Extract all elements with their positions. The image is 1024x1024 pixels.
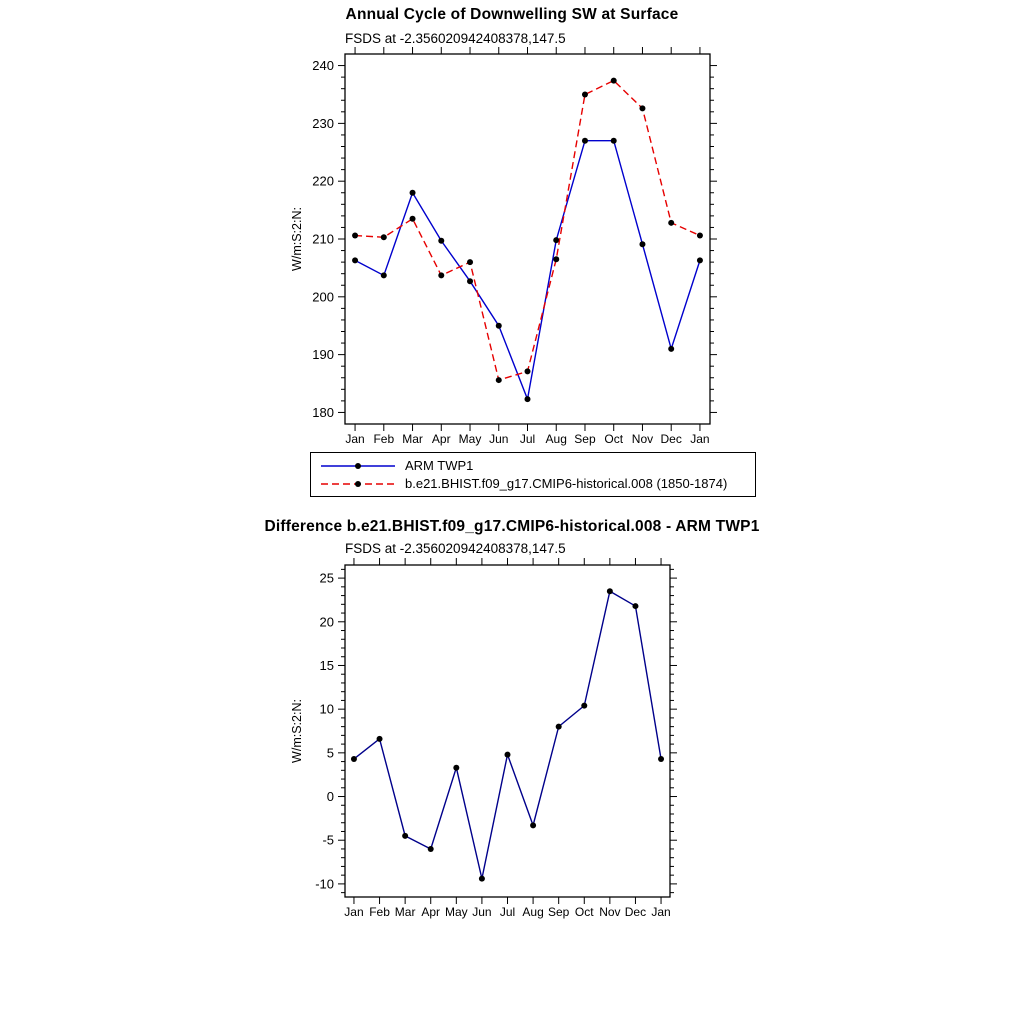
y-tick-label: 25 [319,570,334,586]
data-marker [553,256,559,262]
legend-label-model: b.e21.BHIST.f09_g17.CMIP6-historical.008 (1850-1874) [405,476,728,491]
data-marker [525,396,531,402]
x-tick-label: Dec [624,905,647,919]
y-tick-label: 210 [312,231,334,247]
y-tick-label: 220 [312,173,334,189]
data-marker [453,765,459,771]
data-marker [377,736,383,742]
difference-chart [280,533,760,933]
data-marker [632,603,638,609]
x-tick-label: Jan [690,432,710,446]
data-marker [438,272,444,278]
data-marker [658,756,664,762]
data-marker [381,272,387,278]
data-marker [525,368,531,374]
x-tick-label: Jan [345,432,365,446]
difference-chart-title: Difference b.e21.BHIST.f09_g17.CMIP6-historical.008 - ARM TWP1 [264,518,760,535]
x-tick-label: Jul [519,432,536,446]
annual-cycle-chart-subtitle: FSDS at -2.356020942408378,147.5 [345,31,566,46]
data-marker [402,833,408,839]
data-marker [410,216,416,222]
x-tick-label: Jun [472,905,492,919]
data-marker [496,377,502,383]
series-line-1 [355,81,700,380]
data-marker [410,190,416,196]
data-marker [611,78,617,84]
data-marker [607,588,613,594]
data-marker [581,703,587,709]
legend-line-sample-dashed-icon [318,477,398,491]
legend-entry-model [318,476,748,491]
data-marker [639,241,645,247]
legend-line-sample-solid-icon [318,459,398,473]
y-axis-label: W/m:S:2:N: [290,699,304,763]
difference-chart-subtitle: FSDS at -2.356020942408378,147.5 [345,541,566,556]
data-marker [496,323,502,329]
data-marker [639,105,645,111]
y-axis-label: W/m:S:2:N: [290,207,304,271]
data-marker [467,278,473,284]
x-tick-label: Feb [373,432,395,446]
x-tick-label: Mar [394,905,416,919]
axes [338,558,677,904]
data-marker [582,138,588,144]
x-tick-label: Oct [574,905,594,919]
x-tick-label: May [444,905,468,919]
data-marker [438,238,444,244]
y-tick-label: 15 [319,657,334,673]
series-line-0 [355,141,700,399]
y-tick-label: -5 [322,832,334,848]
data-marker [668,220,674,226]
x-tick-label: Sep [548,905,570,919]
data-marker [668,346,674,352]
data-marker [553,237,559,243]
data-marker [530,822,536,828]
y-tick-label: 180 [312,404,334,420]
x-tick-label: Jan [344,905,364,919]
y-tick-label: 20 [319,614,334,630]
data-marker [381,234,387,240]
x-tick-label: Jul [499,905,516,919]
legend-label-arm-twp1: ARM TWP1 [405,458,474,473]
x-tick-label: Aug [522,905,544,919]
legend-entry-arm-twp1 [318,458,748,473]
annual-cycle-chart [280,26,760,450]
data-marker [556,724,562,730]
x-tick-label: Nov [631,432,654,446]
x-tick-label: Dec [660,432,682,446]
y-tick-label: 10 [319,701,334,717]
x-tick-label: Apr [421,905,441,919]
data-marker [467,259,473,265]
x-tick-label: Feb [369,905,390,919]
data-marker [352,233,358,239]
y-tick-label: 5 [326,745,334,761]
data-marker [352,257,358,263]
annual-cycle-chart-title: Annual Cycle of Downwelling SW at Surface [345,6,679,23]
x-tick-label: Sep [574,432,596,446]
x-tick-label: May [458,432,482,446]
data-marker [428,846,434,852]
y-tick-label: 190 [312,347,334,363]
y-tick-label: 230 [312,115,334,131]
y-tick-label: 0 [326,789,334,805]
data-marker [505,752,511,758]
x-tick-label: Nov [599,905,621,919]
y-tick-label: -10 [315,876,334,892]
data-marker [697,257,703,263]
x-tick-label: Oct [604,432,624,446]
series-line-0 [354,591,661,878]
data-marker [351,756,357,762]
y-tick-label: 240 [312,58,334,74]
x-tick-label: Jan [651,905,671,919]
legend [310,452,756,497]
data-marker [479,876,485,882]
x-tick-label: Apr [431,432,451,446]
x-tick-label: Mar [402,432,423,446]
plot-frame [345,565,670,897]
data-marker [697,233,703,239]
y-tick-label: 200 [312,289,334,305]
data-marker [611,138,617,144]
x-tick-label: Jun [489,432,509,446]
x-tick-label: Aug [545,432,567,446]
data-marker [582,91,588,97]
